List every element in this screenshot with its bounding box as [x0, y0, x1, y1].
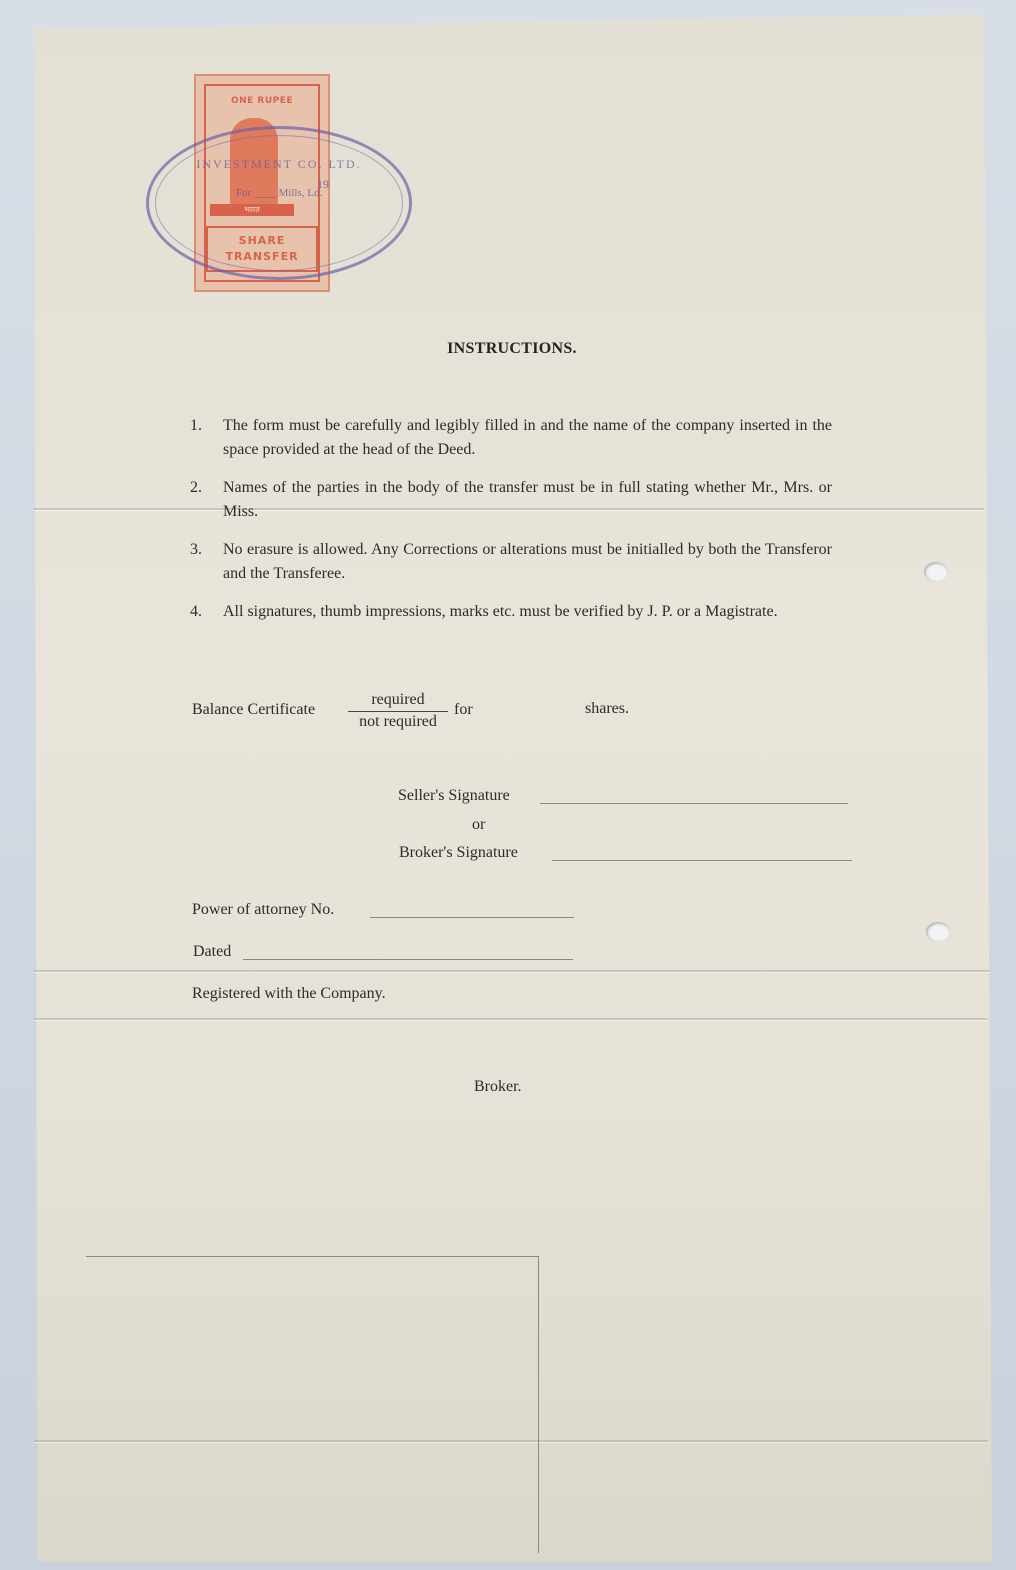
balance-options: [348, 690, 448, 732]
instruction-number: 2.: [190, 479, 202, 496]
punch-hole: [926, 922, 950, 942]
seller-signature-label: Seller's Signature: [398, 787, 510, 804]
instruction-text: Names of the parties in the body of the transfer must be in full stating whether Mr., Mrs. or Miss.: [223, 479, 832, 520]
instruction-item: [190, 414, 832, 462]
balance-certificate-label: Balance Certificate: [192, 701, 316, 718]
company-seal: [146, 126, 412, 280]
broker-signature-line[interactable]: [552, 860, 852, 861]
instruction-item: [190, 538, 832, 586]
option-not-required[interactable]: not required: [359, 713, 437, 730]
broker-signature-label: Broker's Signature: [399, 844, 518, 861]
seller-signature-line[interactable]: [540, 803, 848, 804]
fold-line: [34, 970, 990, 972]
seal-date: 19: [317, 177, 329, 191]
for-label: for: [454, 701, 473, 718]
seal-inner-ring: [155, 135, 403, 271]
instruction-text: The form must be carefully and legibly filled in and the name of the company inserted in the space provided at the head of the Deed.: [223, 417, 832, 458]
registered-label: Registered with the Company.: [192, 985, 386, 1002]
dated-label: Dated: [193, 943, 232, 960]
broker-footer-label: Broker.: [474, 1078, 522, 1095]
instruction-item: [190, 476, 832, 524]
instruction-number: 3.: [190, 541, 202, 558]
instruction-number: 1.: [190, 417, 202, 434]
punch-hole: [924, 562, 948, 582]
power-of-attorney-label: Power of attorney No.: [192, 901, 335, 918]
page-title: INSTRUCTIONS.: [447, 340, 577, 357]
stamp-denomination: ONE RUPEE: [230, 96, 294, 106]
instruction-text: All signatures, thumb impressions, marks etc. must be verified by J. P. or a Magistrate.: [223, 603, 778, 620]
seal-arc-text: INVESTMENT CO. LTD.: [196, 157, 362, 171]
option-required[interactable]: required: [348, 690, 448, 712]
stamp-purpose-line2: TRANSFER: [225, 250, 299, 263]
shares-label: shares.: [585, 700, 629, 717]
instruction-text: No erasure is allowed. Any Corrections or alterations must be initialled by both the Transferor and the Transferee.: [223, 541, 832, 582]
instruction-number: 4.: [190, 603, 202, 620]
dated-line[interactable]: [243, 959, 573, 960]
stamp-purpose-line1: SHARE: [238, 234, 286, 247]
stamp-band-text: भारत: [210, 204, 294, 216]
seal-line-text: For ____ Mills, Ld.: [235, 187, 323, 199]
instruction-item: [190, 600, 832, 624]
power-of-attorney-line[interactable]: [370, 917, 574, 918]
or-label: or: [472, 816, 486, 833]
fold-line: [34, 1018, 988, 1020]
bottom-panel-box: [86, 1256, 539, 1553]
